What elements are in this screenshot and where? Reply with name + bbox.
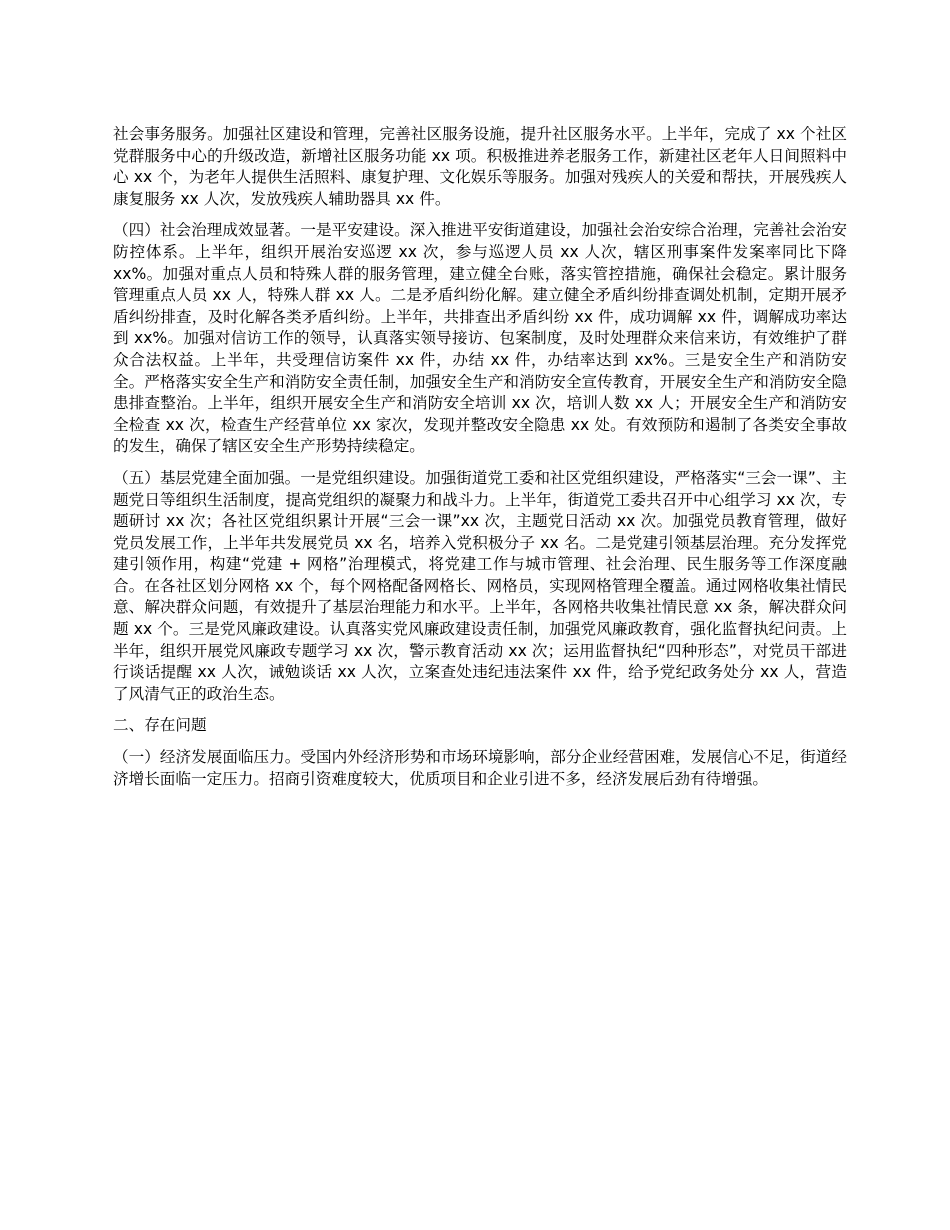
paragraph-party-building: （五）基层党建全面加强。一是党组织建设。加强街道党工委和社区党组织建设，严格落实“三会一课”、主题党日等组织生活制度，提高党组织的凝聚力和战斗力。上半年，街道党工委共召开中心组学习 xx 次，专题研讨 xx 次；各社区党组织累计开展“三会一课”xx 次，主题党日活动 xx 次。加强党员教育管理，做好党员发展工作，上半年共发展党员 xx 名，培养入党积极分子 xx 名。二是党建引领基层治理。充分发挥党建引领作用，构建“党建 + 网格”治理模式，将党建工作与城市管理、社会治理、民生服务等工作深度融合。在各社区划分网格 xx 个，每个网格配备网格长、网格员，实现网格管理全覆盖。通过网格收集社情民意、解决群众问题，有效提升了基层治理能力和水平。上半年，各网格共收集社情民意 xx 条，解决群众问题 xx 个。三是党风廉政建设。认真落实党风廉政建设责任制，加强党风廉政教育，强化监督执纪问责。上半年，组织开展党风廉政专题学习 xx 次，警示教育活动 xx 次；运用监督执纪“四种形态”，对党员干部进行谈话提醒 xx 人次，诫勉谈话 xx 人次，立案查处违纪违法案件 xx 件，给予党纪政务处分 xx 人，营造了风清气正的政治生态。	[113, 468, 847, 703]
document-body	[113, 124, 847, 800]
paragraph-social-governance: （四）社会治理成效显著。一是平安建设。深入推进平安街道建设，加强社会治安综合治理，完善社会治安防控体系。上半年，组织开展治安巡逻 xx 次，参与巡逻人员 xx 人次，辖区刑事案件发案率同比下降 xx%。加强对重点人员和特殊人群的服务管理，建立健全台账，落实管控措施，确保社会稳定。累计服务管理重点人员 xx 人，特殊人群 xx 人。二是矛盾纠纷化解。建立健全矛盾纠纷排查调处机制，定期开展矛盾纠纷排查，及时化解各类矛盾纠纷。上半年，共排查出矛盾纠纷 xx 件，成功调解 xx 件，调解成功率达到 xx%。加强对信访工作的领导，认真落实领导接访、包案制度，及时处理群众来信来访，有效维护了群众合法权益。上半年，共受理信访案件 xx 件，办结 xx 件，办结率达到 xx%。三是安全生产和消防安全。严格落实安全生产和消防安全责任制，加强安全生产和消防安全宣传教育，开展安全生产和消防安全隐患排查整治。上半年，组织开展安全生产和消防安全培训 xx 次，培训人数 xx 人；开展安全生产和消防安全检查 xx 次，检查生产经营单位 xx 家次，发现并整改安全隐患 xx 处。有效预防和遏制了各类安全事故的发生，确保了辖区安全生产形势持续稳定。	[113, 221, 847, 456]
paragraph-social-services: 社会事务服务。加强社区建设和管理，完善社区服务设施，提升社区服务水平。上半年，完成了 xx 个社区党群服务中心的升级改造，新增社区服务功能 xx 项。积极推进养老服务工作，新建社区老年人日间照料中心 xx 个，为老年人提供生活照料、康复护理、文化娱乐等服务。加强对残疾人的关爱和帮扶，开展残疾人康复服务 xx 人次，发放残疾人辅助器具 xx 件。	[113, 125, 847, 208]
section-heading-problems: 二、存在问题	[113, 716, 207, 735]
paragraph-economic-pressure: （一）经济发展面临压力。受国内外经济形势和市场环境影响，部分企业经营困难，发展信心不足，街道经济增长面临一定压力。招商引资难度较大，优质项目和企业引进不多，经济发展后劲有待增强。	[113, 748, 847, 788]
